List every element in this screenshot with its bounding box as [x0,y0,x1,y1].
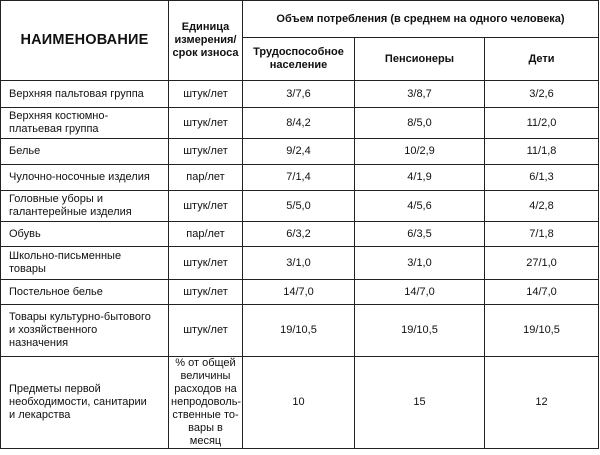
row-unit: % от общей величины расходов на непродоволь- ственные то- вары в месяц [169,357,243,449]
row-unit: штук/лет [169,139,243,165]
row-value-children: 4/2,8 [485,191,599,222]
row-value-working: 7/1,4 [243,165,355,191]
row-unit: штук/лет [169,305,243,357]
row-value-pensioners: 3/8,7 [355,81,485,108]
row-value-working: 10 [243,357,355,449]
table-row [1,222,599,247]
header-col-working: Трудоспособное население [243,38,355,81]
row-unit: штук/лет [169,280,243,305]
row-value-pensioners: 4/5,6 [355,191,485,222]
row-unit: пар/лет [169,222,243,247]
table-row [1,247,599,280]
table-row [1,357,599,449]
row-value-children: 7/1,8 [485,222,599,247]
table-row [1,81,599,108]
row-value-working: 19/10,5 [243,305,355,357]
row-name: Головные уборы и галантерейные изделия [1,191,169,222]
row-value-children: 27/1,0 [485,247,599,280]
row-value-pensioners: 14/7,0 [355,280,485,305]
row-value-children: 3/2,6 [485,81,599,108]
row-unit: штук/лет [169,191,243,222]
row-value-working: 3/7,6 [243,81,355,108]
row-value-pensioners: 4/1,9 [355,165,485,191]
header-unit: Единица измерения/ срок износа [169,1,243,81]
row-value-pensioners: 3/1,0 [355,247,485,280]
row-name: Верхняя костюмно- платьевая группа [1,108,169,139]
row-name: Товары культурно-бытового и хозяйственного назначения [1,305,169,357]
table-row [1,108,599,139]
row-value-working: 14/7,0 [243,280,355,305]
header-col-pensioners: Пенсионеры [355,38,485,81]
row-value-working: 8/4,2 [243,108,355,139]
row-value-pensioners: 10/2,9 [355,139,485,165]
header-name: НАИМЕНОВАНИЕ [1,1,169,81]
row-value-children: 6/1,3 [485,165,599,191]
table-row [1,280,599,305]
row-value-children: 14/7,0 [485,280,599,305]
row-value-pensioners: 19/10,5 [355,305,485,357]
row-name: Чулочно-носочные изделия [1,165,169,191]
row-value-children: 11/1,8 [485,139,599,165]
row-value-children: 19/10,5 [485,305,599,357]
table-row [1,165,599,191]
row-name: Белье [1,139,169,165]
header-col-children: Дети [485,38,599,81]
row-name: Верхняя пальтовая группа [1,81,169,108]
header-consumption-group: Объем потребления (в среднем на одного человека) [243,1,599,38]
row-value-children: 12 [485,357,599,449]
row-name: Постельное белье [1,280,169,305]
table-row [1,305,599,357]
table-row [1,191,599,222]
row-value-working: 3/1,0 [243,247,355,280]
row-unit: штук/лет [169,108,243,139]
row-value-working: 6/3,2 [243,222,355,247]
row-value-working: 5/5,0 [243,191,355,222]
row-name: Обувь [1,222,169,247]
row-unit: пар/лет [169,165,243,191]
row-value-pensioners: 15 [355,357,485,449]
row-name: Школьно-письменные товары [1,247,169,280]
row-value-children: 11/2,0 [485,108,599,139]
row-name: Предметы первой необходимости, санитарии и лекарства [1,357,169,449]
row-unit: штук/лет [169,81,243,108]
row-unit: штук/лет [169,247,243,280]
row-value-pensioners: 8/5,0 [355,108,485,139]
row-value-pensioners: 6/3,5 [355,222,485,247]
table-row [1,139,599,165]
row-value-working: 9/2,4 [243,139,355,165]
